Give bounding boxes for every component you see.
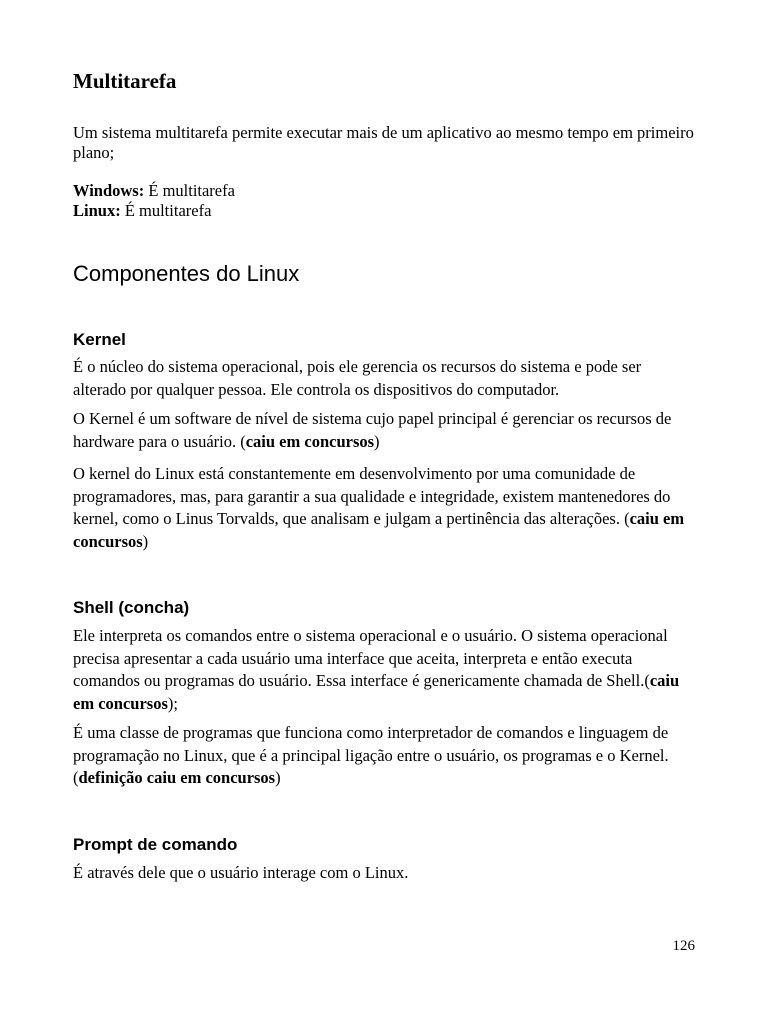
shell-1-text: Ele interpreta os comandos entre o sistema operacional e o usuário. O sistema operacional precisa apresentar a cada usuário uma interface que aceita, interpreta e então executa comandos ou programas do usuário. Essa interface é genericamente chamada de Shell.( (73, 626, 668, 690)
label-windows: Windows: (73, 181, 145, 200)
paragraph-shell-1 (73, 625, 698, 715)
paragraph-kernel-2 (73, 408, 698, 453)
label-linux: Linux: (73, 201, 121, 220)
kernel-3-bold-note: caiu em concursos (73, 509, 685, 551)
shell-1-end: ); (167, 693, 178, 713)
subheading-kernel: Kernel (73, 330, 126, 349)
kernel-2-text: O Kernel é um software de nível de sistema cujo papel principal é gerenciar os recursos de hardware para o usuário. ( (73, 409, 672, 451)
document-page (73, 0, 698, 1024)
kernel-2-end: ) (374, 431, 380, 451)
value-linux: É multitarefa (120, 201, 212, 220)
shell-2-end: ) (275, 768, 281, 787)
paragraph-prompt: É através dele que o usuário interage com o Linux. (73, 863, 409, 882)
value-windows: É multitarefa (144, 181, 235, 200)
paragraph-multitarefa: Um sistema multitarefa permite executar mais de um aplicativo ao mesmo tempo em primeiro plano; (73, 123, 694, 162)
kernel-2-bold-note: caiu em concursos (245, 431, 375, 451)
kernel-3-end: ) (142, 531, 149, 551)
paragraph-kernel-3 (73, 463, 698, 553)
shell-1-bold-note: caiu em concursos (73, 671, 680, 713)
line-windows (73, 181, 235, 201)
subheading-shell: Shell (concha) (73, 598, 190, 617)
shell-2-text: É uma classe de programas que funciona como interpretador de comandos e linguagem de programação no Linux, que é a principal ligação entre o usuário, os programas e o Kernel. ( (73, 723, 669, 787)
heading-componentes-linux: Componentes do Linux (73, 261, 300, 286)
heading-multitarefa: Multitarefa (73, 69, 177, 93)
paragraph-kernel-1: É o núcleo do sistema operacional, pois ele gerencia os recursos do sistema e pode ser alterado por qualquer pessoa. Ele controla os dispositivos do computador. (73, 357, 642, 399)
kernel-3-text: O kernel do Linux está constantemente em desenvolvimento por uma comunidade de programadores, mas, para garantir a sua qualidade e integridade, existem mantenedores do kernel, como o Linus Torvalds, que analisam e julgam a pertinência das alterações. ( (73, 464, 671, 528)
paragraph-shell-2 (73, 722, 698, 790)
line-linux (73, 201, 211, 221)
page-number: 126 (672, 938, 695, 954)
shell-2-bold-note: definição caiu em concursos (78, 768, 276, 787)
subheading-prompt: Prompt de comando (73, 835, 238, 854)
